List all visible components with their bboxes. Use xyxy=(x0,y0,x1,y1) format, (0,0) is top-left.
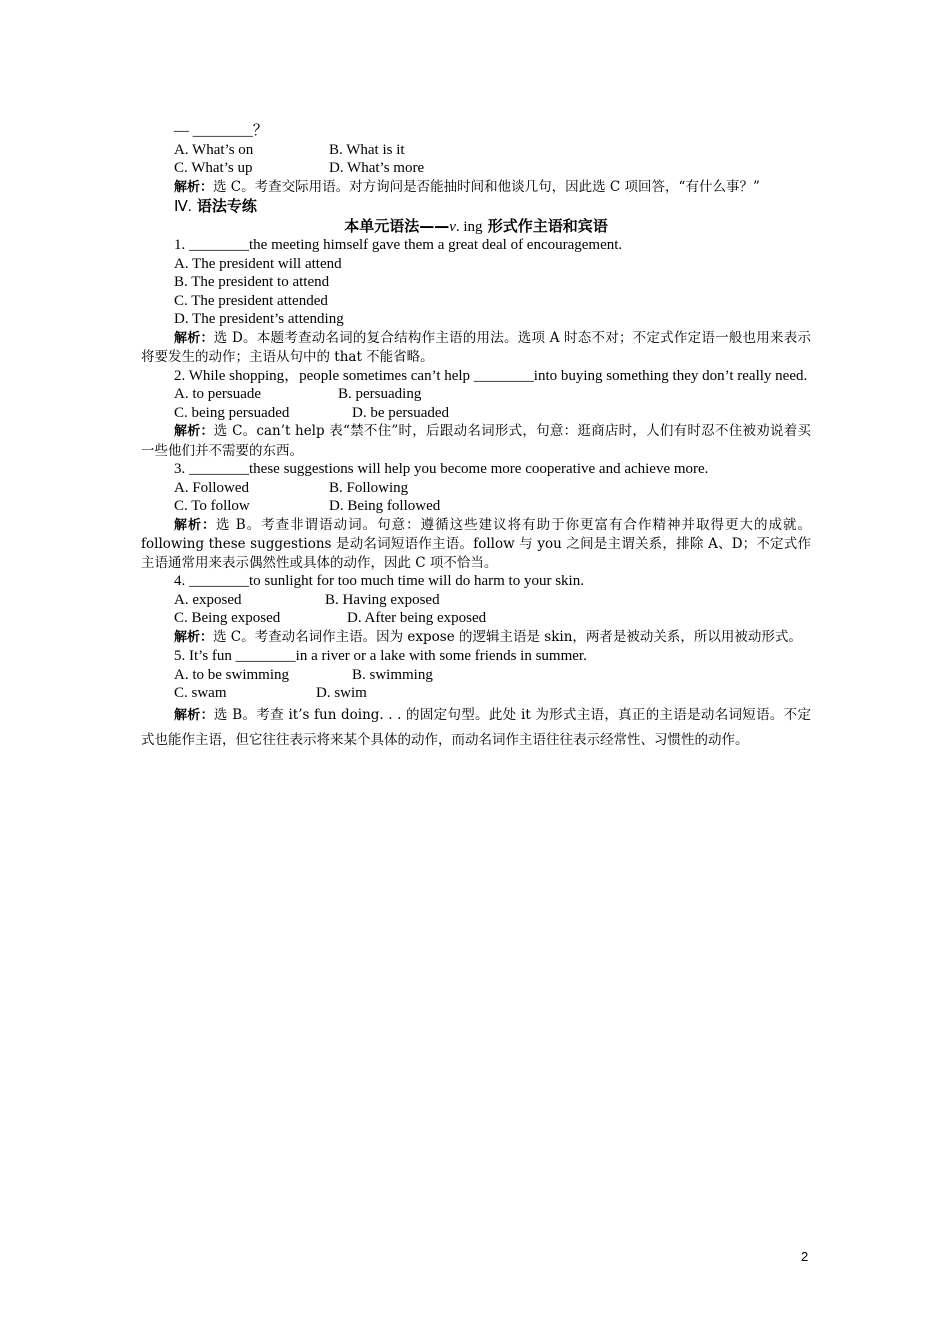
q2-option-a: A. to persuade xyxy=(174,386,262,402)
q4-options-row-2 xyxy=(141,609,811,628)
q0-analysis-label: 解析： xyxy=(174,179,214,195)
q2-analysis xyxy=(141,422,811,460)
section-roman-numeral: Ⅳ. xyxy=(174,199,192,215)
grammar-title-post: 形式作主语和宾语 xyxy=(482,216,608,235)
q3-option-d: D. Being followed xyxy=(329,498,441,514)
q0-option-c: C. What’s up xyxy=(174,160,253,176)
q0-option-b: B. What is it xyxy=(329,141,405,158)
q0-options-row-1 xyxy=(141,141,811,160)
q1-analysis xyxy=(141,329,811,367)
q2-options-row-2 xyxy=(141,404,811,423)
q1-analysis-label: 解析： xyxy=(174,330,214,346)
q5-analysis-label: 解析： xyxy=(174,707,214,723)
q5-option-b: B. swimming xyxy=(352,666,433,683)
q4-analysis-label: 解析： xyxy=(174,629,214,645)
q5-option-a: A. to be swimming xyxy=(174,666,289,683)
grammar-title-ing: . ing xyxy=(455,218,483,235)
q3-option-b: B. Following xyxy=(329,479,409,496)
section-title: 语法专练 xyxy=(191,197,257,215)
q1-option-a: A. The president will attend xyxy=(174,255,342,272)
q1-option-d: D. The president’s attending xyxy=(174,311,344,327)
q3-option-c: C. To follow xyxy=(174,498,250,514)
q5-option-c: C. swam xyxy=(174,685,227,701)
q2-stem: 2. While shopping，people sometimes can’t help ________into buying something they don’t really need. xyxy=(174,367,808,384)
grammar-title-v: v xyxy=(449,218,456,235)
q1-stem: 1. ________the meeting himself gave them a great deal of encouragement. xyxy=(174,237,623,253)
grammar-title xyxy=(141,217,811,237)
q3-analysis-label: 解析： xyxy=(174,517,216,533)
q5-options-row-1 xyxy=(141,666,811,685)
q5-analysis-text: 选 B。考查 it’s fun doing. . . 的固定句型。此处 it 为形式主语，真正的主语是动名词短语。不定式也能作主语，但它往往表示将来某个具体的动作，而动名词作主语往往表示经常性、习惯性的动作。 xyxy=(141,706,811,748)
page-content xyxy=(141,122,811,752)
section-heading xyxy=(141,197,811,217)
q0-option-a: A. What’s on xyxy=(174,141,254,158)
q0-analysis-text: 选 C。考查交际用语。对方询问是否能抽时间和他谈几句，因此选 C 项回答，“有什么事？” xyxy=(213,178,760,195)
q4-option-b: B. Having exposed xyxy=(325,591,440,608)
q1-analysis-text: 选 D。本题考查动名词的复合结构作主语的用法。选项 A 时态不对；不定式作定语一般也用来表示将要发生的动作；主语从句中的 that 不能省略。 xyxy=(141,329,811,365)
q5-analysis xyxy=(141,703,811,752)
page-number: 2 xyxy=(801,1249,809,1264)
q5-stem: 5. It’s fun ________in a river or a lake with some friends in summer. xyxy=(174,648,587,664)
q5-options-row-2 xyxy=(141,684,811,703)
q3-stem: 3. ________these suggestions will help you become more cooperative and achieve more. xyxy=(174,461,709,477)
q0-analysis xyxy=(141,178,811,198)
q2-options-row-1 xyxy=(141,385,811,404)
q2-option-c: C. being persuaded xyxy=(174,404,290,421)
q3-analysis xyxy=(141,516,811,573)
q1-option-c: C. The president attended xyxy=(174,292,328,309)
q2-analysis-label: 解析： xyxy=(174,424,214,439)
q2-analysis-text: 选 C。can’t help 表“禁不住”时，后跟动名词形式，句意：逛商店时，人们有时忍不住被劝说着买一些他们并不需要的东西。 xyxy=(141,423,811,459)
q4-analysis-text: 选 C。考查动名词作主语。因为 expose 的逻辑主语是 skin，两者是被动关系，所以用被动形式。 xyxy=(213,628,802,645)
q0-option-d: D. What’s more xyxy=(329,160,425,176)
q2-option-b: B. persuading xyxy=(338,386,422,402)
q4-analysis xyxy=(141,628,811,648)
q4-options-row-1 xyxy=(141,591,811,610)
q4-option-c: C. Being exposed xyxy=(174,610,281,626)
q1-option-b: B. The president to attend xyxy=(174,274,330,290)
q0-options-row-2 xyxy=(141,159,811,178)
q0-blank-line: — ________？ xyxy=(174,123,268,139)
q2-option-d: D. be persuaded xyxy=(352,404,450,421)
q4-option-a: A. exposed xyxy=(174,591,242,608)
q3-analysis-text: 选 B。考查非谓语动词。句意：遵循这些建议将有助于你更富有合作精神并取得更大的成就。following these suggestions 是动名词短语作主语。follow 与 you 之间是主谓关系，排除 A、D；不定式作主语通常用来表示偶然性或具体的动作，因此 C 项不恰当。 xyxy=(141,516,811,571)
q5-option-d: D. swim xyxy=(316,685,367,701)
q3-options-row-1 xyxy=(141,479,811,498)
q4-option-d: D. After being exposed xyxy=(347,610,487,626)
q4-stem: 4. ________to sunlight for too much time will do harm to your skin. xyxy=(174,573,584,589)
q3-options-row-2 xyxy=(141,497,811,516)
q3-option-a: A. Followed xyxy=(174,479,249,496)
grammar-title-pre: 本单元语法—— xyxy=(344,216,450,235)
